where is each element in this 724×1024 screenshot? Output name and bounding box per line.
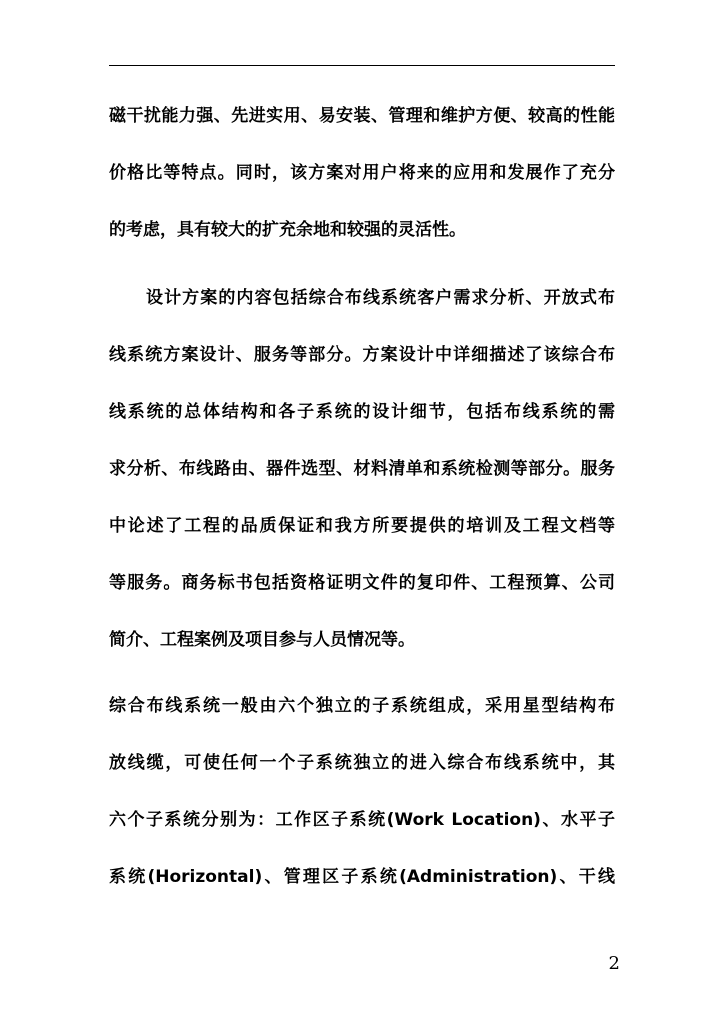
text-line: 线系统的总体结构和各子系统的设计细节，包括布线系统的需 — [109, 402, 615, 422]
text-line: 等服务。商务标书包括资格证明文件的复印件、工程预算、公司 — [109, 573, 615, 593]
text-line: 价格比等特点。同时，该方案对用户将来的应用和发展作了充分 — [109, 163, 615, 183]
text-line: 磁干扰能力强、先进实用、易安装、管理和维护方便、较高的性能 — [109, 106, 615, 126]
text-line: 简介、工程案例及项目参与人员情况等。 — [109, 630, 415, 650]
text-line: 放线缆，可使任何一个子系统独立的进入综合布线系统中，其 — [109, 753, 615, 773]
page-number: 2 — [608, 953, 620, 974]
text-line: 求分析、布线路由、器件选型、材料清单和系统检测等部分。服务 — [109, 459, 615, 479]
text-line: 系统(Horizontal)、管理区子系统(Administration)、干线 — [109, 867, 615, 887]
paragraph-first-line: 设计方案的内容包括综合布线系统客户需求分析、开放式布 — [146, 288, 615, 308]
text-line: 六个子系统分别为：工作区子系统(Work Location)、水平子 — [109, 810, 615, 830]
paragraph-first-line: 综合布线系统一般由六个独立的子系统组成，采用星型结构布 — [109, 696, 615, 716]
header-rule — [109, 65, 615, 66]
text-line: 线系统方案设计、服务等部分。方案设计中详细描述了该综合布 — [109, 345, 615, 365]
text-line: 的考虑，具有较大的扩充余地和较强的灵活性。 — [109, 220, 466, 240]
text-line: 中论述了工程的品质保证和我方所要提供的培训及工程文档等 — [109, 516, 615, 536]
